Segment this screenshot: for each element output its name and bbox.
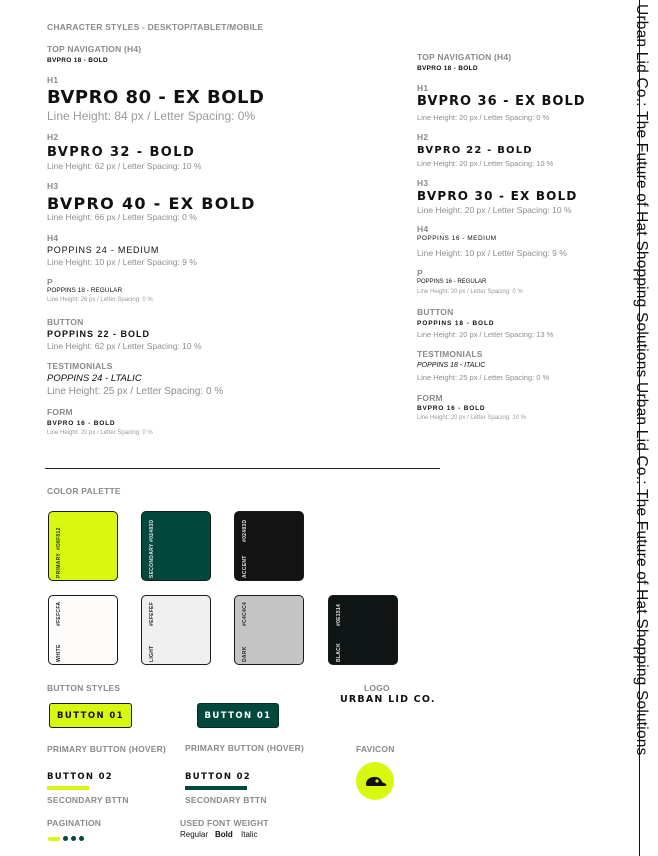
- swatch-secondary-name: SECONDARY: [149, 543, 155, 578]
- swatch-secondary: [141, 511, 211, 581]
- mobile-h3-meta: Line Height: 20 px / Letter Spacing: 10 %: [417, 205, 572, 215]
- swatch-black-hex: #0E1514: [336, 603, 342, 626]
- desktop-testimonials-label: TESTIMONIALS: [47, 361, 113, 371]
- desktop-topnav-label: TOP NAVIGATION (H4): [47, 44, 142, 54]
- desktop-p-spec: POPPINS 18 - REGULAR: [47, 287, 123, 294]
- mobile-p-label: P: [417, 268, 423, 278]
- mobile-p-meta: Line Height: 20 px / Letter Spacing: 0 %: [417, 289, 523, 295]
- logo-text: URBAN LID CO.: [340, 694, 436, 705]
- logo-title: LOGO: [364, 683, 390, 693]
- mobile-h1-label: H1: [417, 83, 429, 93]
- mobile-h3-spec: BVPRO 30 - EX BOLD: [417, 189, 578, 203]
- mobile-h3-label: H3: [417, 178, 429, 188]
- mobile-h4-label: H4: [417, 224, 429, 234]
- mobile-button-meta: Line Height: 20 px / Letter Spacing: 13 %: [417, 330, 554, 339]
- swatch-accent-name: ACCENT: [242, 555, 248, 578]
- palette-title: COLOR PALETTE: [47, 486, 121, 496]
- mobile-topnav-spec: BVPRO 18 - BOLD: [417, 65, 478, 72]
- swatch-secondary-hex: #02483D: [149, 519, 155, 542]
- mobile-testimonials-label: TESTIMONIALS: [417, 349, 483, 359]
- secondary-button[interactable]: BUTTON 02: [47, 772, 113, 782]
- swatch-primary-name: PRIMARY: [56, 553, 62, 578]
- mobile-testimonials-spec: POPPINS 18 - ITALIC: [417, 362, 486, 369]
- favicon-title: FAVICON: [356, 744, 395, 754]
- desktop-form-label: FORM: [47, 407, 73, 417]
- primary-hover-label-1: PRIMARY BUTTON (HOVER): [47, 744, 166, 754]
- swatch-white-name: WHITE: [56, 644, 62, 662]
- mobile-button-spec: POPPINS 18 - BOLD: [417, 320, 495, 327]
- swatch-accent: [234, 511, 304, 581]
- mobile-button-label: BUTTON: [417, 307, 454, 317]
- desktop-testimonials-spec: POPPINS 24 - LTALIC: [47, 373, 142, 384]
- pagination-dot[interactable]: [79, 836, 84, 841]
- page-title: CHARACTER STYLES - DESKTOP/TABLET/MOBILE: [47, 22, 264, 32]
- mobile-form-label: FORM: [417, 393, 443, 403]
- primary-hover-label-2: PRIMARY BUTTON (HOVER): [185, 743, 304, 753]
- swatch-light-name: LIGHT: [149, 645, 155, 662]
- desktop-topnav-spec: BVPRO 18 - BOLD: [47, 57, 108, 64]
- swatch-dark-hex: #C4C4C4: [242, 601, 248, 626]
- mobile-h2-meta: Line Height: 20 px / Letter Spacing: 10 %: [417, 159, 554, 168]
- desktop-h1-meta: Line Height: 84 px / Letter Spacing: 0%: [47, 109, 256, 123]
- secondary-bttn-label-1: SECONDARY BTTN: [47, 795, 129, 805]
- hat-icon: [356, 762, 394, 800]
- pagination-active-dot[interactable]: [48, 837, 60, 841]
- desktop-p-label: P: [47, 277, 53, 287]
- mobile-h4-spec: POPPINS 16 - MEDIUM: [417, 235, 497, 242]
- swatch-accent-hex: #02483D: [242, 519, 248, 542]
- mobile-h2-label: H2: [417, 132, 429, 142]
- font-weight-italic: Italic: [241, 830, 258, 839]
- mobile-form-spec: BVPRO 16 - BOLD: [417, 405, 486, 412]
- desktop-testimonials-meta: Line Height: 25 px / Letter Spacing: 0 %: [47, 386, 224, 397]
- font-weight-regular: Regular: [180, 830, 209, 839]
- desktop-form-meta: Line Height: 20 px / Letter Spacing: 0 %: [47, 430, 153, 436]
- desktop-button-spec: POPPINS 22 - BOLD: [47, 329, 151, 339]
- pagination-dot[interactable]: [63, 836, 68, 841]
- mobile-h1-meta: Line Height: 20 px / Letter Spacing: 0 %: [417, 113, 550, 122]
- desktop-h4-spec: POPPINS 24 - MEDIUM: [47, 245, 160, 255]
- swatch-black: [328, 595, 398, 665]
- desktop-h2-label: H2: [47, 132, 59, 142]
- mobile-form-meta: Line Height: 20 px / Letter Spacing: 10 %: [417, 415, 527, 421]
- mobile-topnav-label: TOP NAVIGATION (H4): [417, 52, 512, 62]
- pagination-dot[interactable]: [71, 836, 76, 841]
- desktop-h3-meta: Line Height: 66 px / Letter Spacing: 0 %: [47, 212, 197, 222]
- primary-button-hover[interactable]: BUTTON 01: [197, 703, 279, 728]
- swatch-primary: [48, 511, 118, 581]
- swatch-light-hex: #EFEFEF: [149, 601, 155, 626]
- desktop-button-label: BUTTON: [47, 317, 84, 327]
- pagination-title: PAGINATION: [47, 818, 102, 828]
- font-weight-bold: Bold: [215, 830, 233, 839]
- swatch-primary-hex: #D8F812: [56, 527, 62, 550]
- desktop-h2-meta: Line Height: 62 px / Letter Spacing: 10 %: [47, 161, 202, 171]
- desktop-button-meta: Line Height: 62 px / Letter Spacing: 10 %: [47, 341, 202, 351]
- primary-button[interactable]: BUTTON 01: [49, 703, 132, 728]
- secondary-button-dark[interactable]: BUTTON 02: [185, 772, 251, 782]
- font-weight-title: USED FONT WEIGHT: [180, 818, 269, 828]
- mobile-p-spec: POPPINS 16 - REGULAR: [417, 279, 487, 285]
- secondary-button-underline: [47, 786, 89, 790]
- desktop-p-meta: Line Height: 26 px / Letter Spacing: 0 %: [47, 297, 153, 303]
- swatch-white: [48, 595, 118, 665]
- side-tagline: Urban Lid Co.: The Future of Hat Shopping Solutions Urban Lid Co.: The Future of Hat Shopping Solutions: [633, 4, 650, 756]
- mobile-h1-spec: BVPRO 36 - EX BOLD: [417, 94, 586, 109]
- desktop-h4-meta: Line Height: 10 px / Letter Spacing: 9 %: [47, 257, 197, 267]
- desktop-h4-label: H4: [47, 233, 59, 243]
- swatch-dark: [234, 595, 304, 665]
- desktop-h3-label: H3: [47, 181, 59, 191]
- swatch-black-name: BLACK: [336, 643, 342, 662]
- section-divider: [45, 468, 440, 469]
- mobile-h4-meta: Line Height: 10 px / Letter Spacing: 9 %: [417, 248, 567, 258]
- desktop-h3-spec: BVPRO 40 - EX BOLD: [47, 194, 256, 213]
- swatch-white-hex: #FEFCFA: [56, 601, 62, 626]
- secondary-button-dark-underline: [185, 786, 247, 790]
- desktop-h2-spec: BVPRO 32 - BOLD: [47, 145, 196, 160]
- desktop-form-spec: BVPRO 16 - BOLD: [47, 420, 116, 427]
- button-styles-title: BUTTON STYLES: [47, 683, 121, 693]
- desktop-h1-spec: BVPRO 80 - EX BOLD: [47, 87, 265, 108]
- favicon: [356, 762, 394, 800]
- mobile-h2-spec: BVPRO 22 - BOLD: [417, 145, 533, 156]
- swatch-light: [141, 595, 211, 665]
- swatch-dark-name: DARK: [242, 646, 248, 662]
- secondary-bttn-label-2: SECONDARY BTTN: [185, 795, 267, 805]
- desktop-h1-label: H1: [47, 75, 59, 85]
- mobile-testimonials-meta: Line Height: 25 px / Letter Spacing: 0 %: [417, 373, 550, 382]
